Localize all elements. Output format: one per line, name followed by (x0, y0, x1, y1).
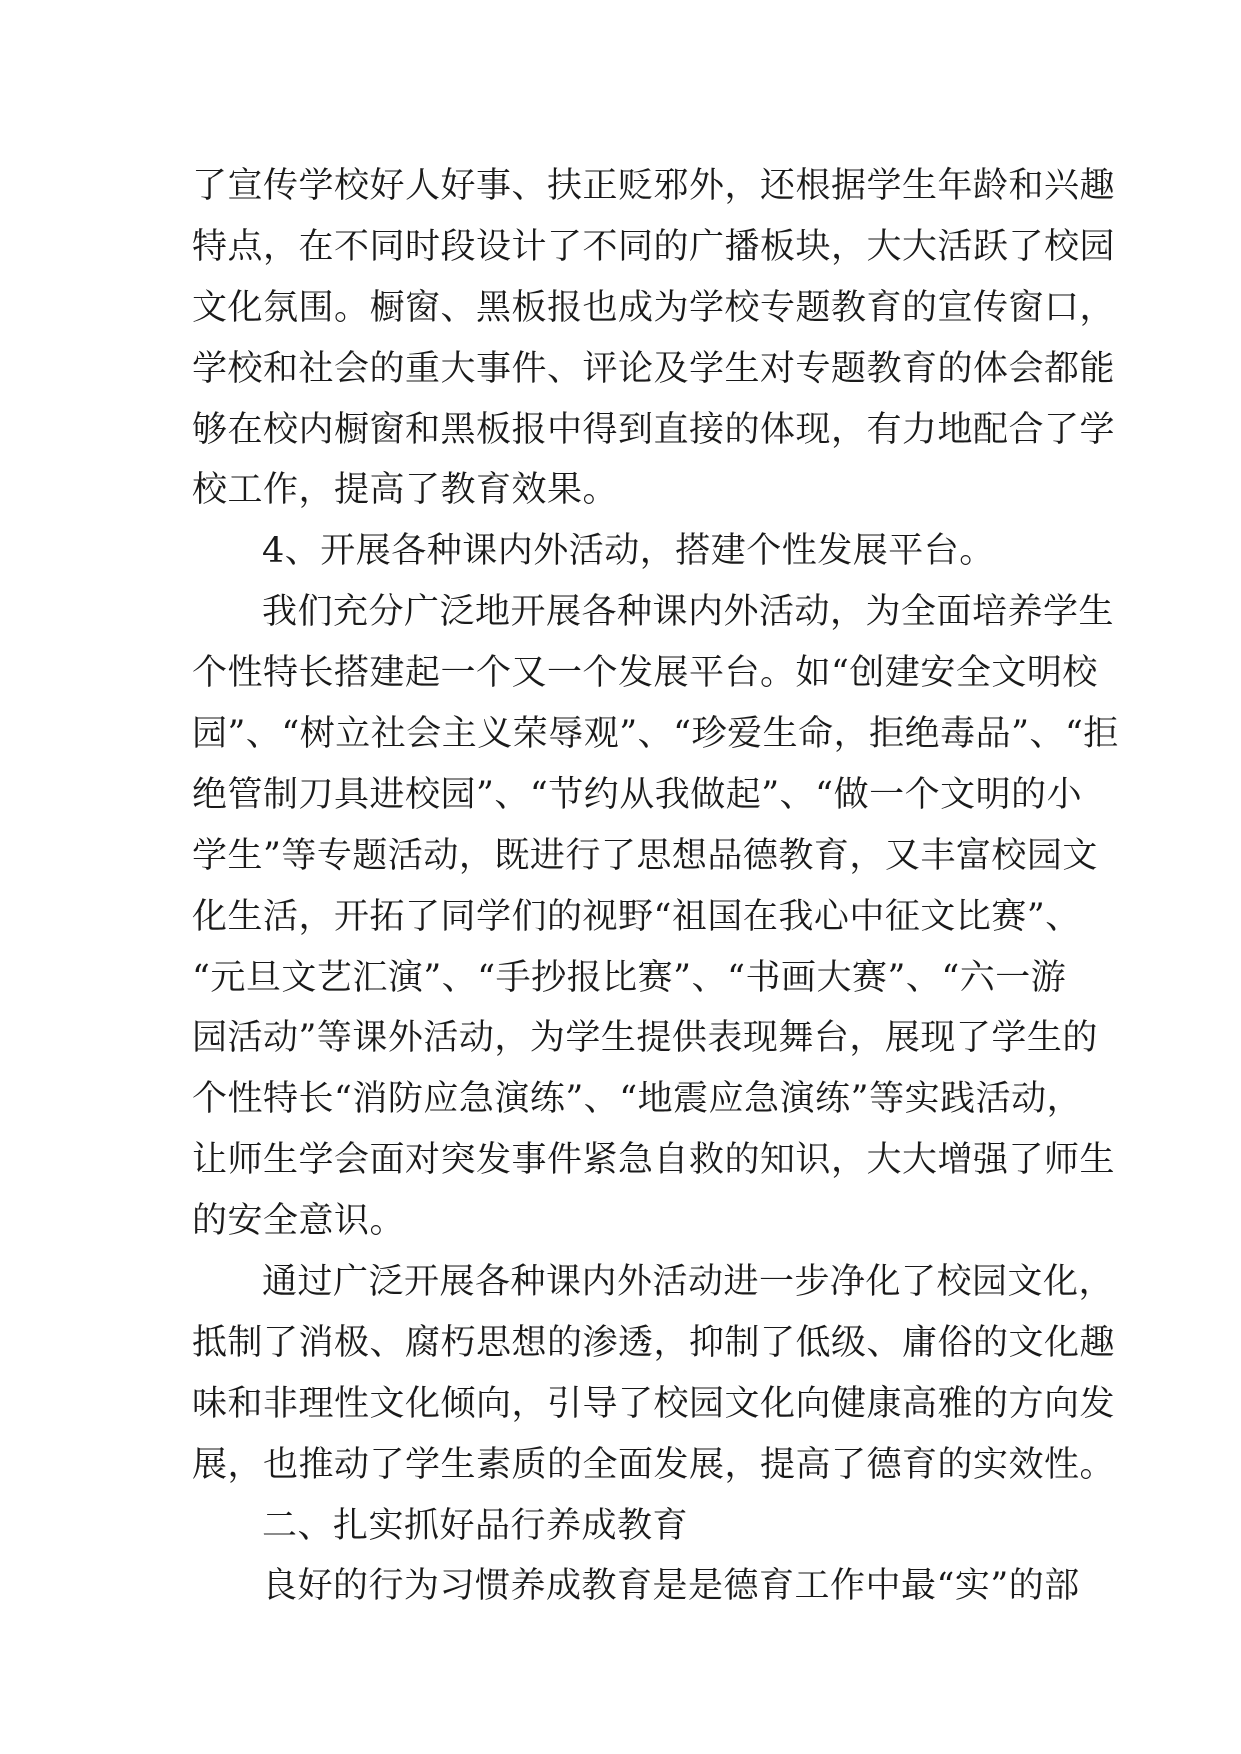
text-line: 特点，在不同时段设计了不同的广播板块，大大活跃了校园 (192, 226, 1116, 267)
body-text (192, 156, 1119, 1617)
text-line: 园活动”等课外活动，为学生提供表现舞台，展现了学生的 (192, 1018, 1098, 1059)
text-line: 文化氛围。橱窗、黑板报也成为学校专题教育的宣传窗口， (192, 287, 1116, 328)
text-line: 学生”等专题活动，既进行了思想品德教育，又丰富校园文 (192, 835, 1098, 876)
text-line: 味和非理性文化倾向，引导了校园文化向健康高雅的方向发 (192, 1383, 1116, 1424)
text-line: 我们充分广泛地开展各种课内外活动，为全面培养学生 (262, 592, 1115, 633)
text-line: 个性特长搭建起一个又一个发展平台。如“创建安全文明校 (192, 653, 1098, 694)
section-heading: 二、扎实抓好品行养成教育 (262, 1505, 689, 1546)
text-line: 通过广泛开展各种课内外活动进一步净化了校园文化， (262, 1262, 1115, 1303)
text-line: 校工作，提高了教育效果。 (192, 470, 619, 511)
text-line: 化生活，开拓了同学们的视野“祖国在我心中征文比赛”、 (192, 896, 1081, 937)
text-line: “元旦文艺汇演”、“手抄报比赛”、“书画大赛”、“六一游 (192, 957, 1067, 998)
text-line: 良好的行为习惯养成教育是是德育工作中最“实”的部 (262, 1566, 1080, 1607)
text-line: 个性特长“消防应急演练”、“地震应急演练”等实践活动， (192, 1079, 1083, 1120)
text-line: 园”、“树立社会主义荣辱观”、“珍爱生命，拒绝毒品”、“拒 (192, 714, 1119, 755)
text-line: 学校和社会的重大事件、评论及学生对专题教育的体会都能 (192, 348, 1116, 389)
section-heading: 4、开展各种课内外活动，搭建个性发展平台。 (262, 531, 995, 572)
text-line: 够在校内橱窗和黑板报中得到直接的体现，有力地配合了学 (192, 409, 1116, 450)
text-line: 让师生学会面对突发事件紧急自救的知识，大大增强了师生 (192, 1140, 1116, 1181)
text-line: 绝管制刀具进校园”、“节约从我做起”、“做一个文明的小 (192, 774, 1083, 815)
text-line: 了宣传学校好人好事、扶正贬邪外，还根据学生年龄和兴趣 (192, 166, 1116, 206)
text-line: 展，也推动了学生素质的全面发展，提高了德育的实效性。 (192, 1444, 1116, 1485)
text-line: 的安全意识。 (192, 1201, 406, 1242)
text-line: 抵制了消极、腐朽思想的渗透，抑制了低级、庸俗的文化趣 (192, 1322, 1116, 1363)
